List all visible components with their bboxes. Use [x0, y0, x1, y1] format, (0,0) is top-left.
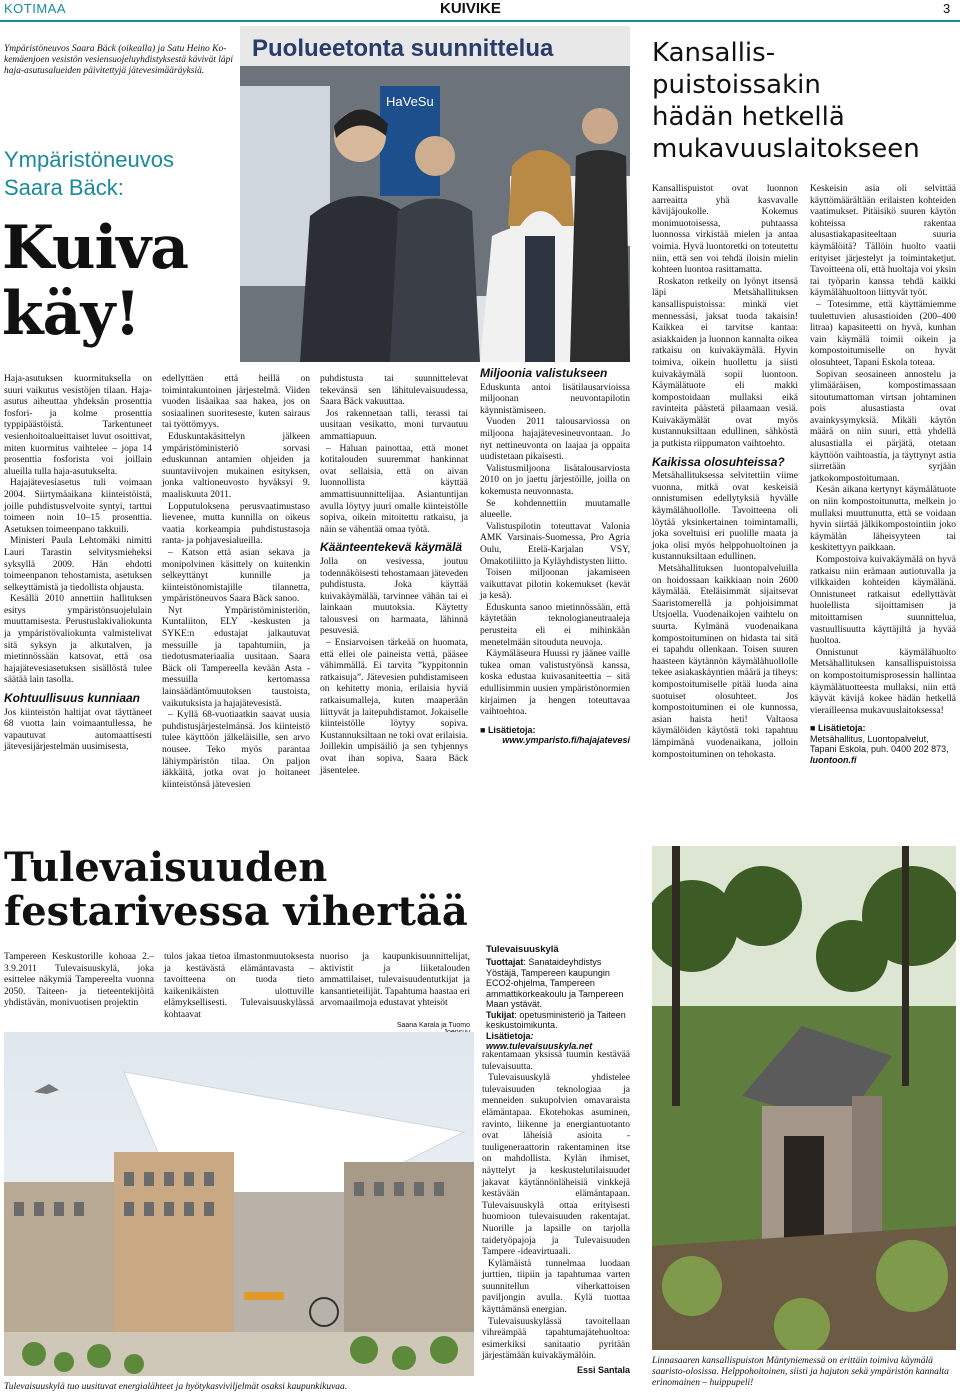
banner-text: Puolueetonta suunnittelua — [252, 35, 554, 62]
top-photo — [240, 26, 630, 362]
paragraph: Roskaton retkeily on lyönyt itsensä läpi Metsähallituksen kansallispuistoissa: minkä viet mennessäsi, jaksat tuoda takaisin! Kaikkea ei tarvitse kantaa: asiakkaiden ja luonnon kannalta oikea ratkaisu on kuivakäymälä. Hyvin toimiva, oikein huollettu ja siisti kuivakäymälä sopii luontoon. Käymälätuote eli makki kompostoidaan mullaksi eikä ravinteita päästetä pilaamaan vesiä. Kuivakäymälät ovat myös kustannuksiltaan edullinen, sähköstä ja putkista riippumaton vaihtoehto. — [652, 276, 798, 450]
paragraph: Jos rakennetaan talli, terassi tai uusitaan vesikatto, moni turvautuu ammattiapuun. — [320, 408, 468, 442]
factbox-key: Tukijat — [486, 1009, 515, 1020]
factbox-url[interactable]: : www.tulevaisuuskyla.net — [486, 1030, 593, 1051]
factbox-value: : Sanataideyhdistys Yöstäjä, Tampereen kaupungin ECO2-ohjelma, Tampereen ammattikorkeakoulu ja Tampereen Maan ystävät. — [486, 957, 624, 1009]
paragraph: Metsähallituksen luontopalveluilla on hoidossaan kaikkiaan noin 2600 käymälää. Eteläisimmät sijaitsevat Saaristomerellä ja pohjoisimmat Utsjoella. Vuodenaikojen vaihtelu on suurta. Kylmänä vuodenaikana kompostoituminen on hidasta tai sitä ei tapahdu ollenkaan. Toisen suuren haasteen käytännön käymälähuollolle tekee asiakaskäyntien määrä ja tiheys: kompostoitumiselle pitää luoda aina suotuiset olosuhteet. Jos kompostoituminen ei ole kunnossa, asian haista heti! Valtaosa käymälöiden käytöstä toki tapahtuu lämpimänä vuodenaikana, jolloin kompostoituminen on tehokasta. — [652, 564, 798, 760]
factbox-title: Tulevaisuuskylä — [486, 944, 559, 955]
paragraph: – Kyllä 68-vuotiaatkin saavat uusia puhdistusjärjestelmänsä. Jos kiinteistö tulee käyttöön jälkeläisille, sen arvo nousee. Teko myös parantaa lähiympäristön tilaa. On paljon iäkkäitä, jotka ovat jo hoitaneet kiinteistönsä jätevesien — [162, 710, 310, 790]
subheading: Miljoonia valistukseen — [480, 366, 608, 380]
info-label: Lisätietoja: — [487, 724, 536, 735]
subheading: Kohtuullisuus kunniaan — [4, 691, 141, 706]
factbox-key: Lisätietoja — [486, 1030, 531, 1041]
article2-column-a — [652, 184, 798, 761]
factbox — [486, 944, 632, 1052]
outhouse-photo-caption: Linnasaaren kansallispuiston Mäntyniemessä on erittäin toimiva käymälä saaristo-olosissa. Helppohoitoinen, siisti ja hajuton sekä ympäristön kannalta erinomainen – huippupeli! — [652, 1356, 949, 1388]
article3-lead-column3: nuoriso ja kaupunkisuunnittelijat, aktivistit ja liiketalouden ammattilaiset, tulevaisuudentutkijat ja kansantieteilijät. Tapahtuma haastaa eri arvomaailmoja edustavat yhteisöt — [320, 952, 470, 1009]
paragraph: rakentamaan yksissä tuumin kestävää tulevaisuutta. — [482, 1050, 630, 1072]
paragraph: Jolla on vesivessa, joutuu todennäköisesti tehostamaan jäteveden puhdistusta. Joka käyttää kuivakäymälää, tarvinnee vähän tai ei lainkaan muutoksia. Käytetty talousvesi on harmaata, lähinnä pesuvesiä. — [320, 556, 468, 637]
paragraph: Ministeri Paula Lehtomäki nimitti Lauri Tarastin selvitysmieheksi syksyllä 2009. Hän ehdotti toimeenpanon tehostamista, asetuksen selkeyttämistä ja tiedollista ohjausta. — [4, 536, 152, 593]
paragraph: Sopivan seosaineen annostelu ja ylimääräisen, kompostimassaan sitoutumattoman virtsan johtaminen pois alusastiasta ovat avainkysymyksiä. Mikäli käytön määrä on niin suuri, että yhdellä alusastialla ei pärjätä, otetaan käyttöön vaihtoastia, ja täyttynyt astia siirretään syrjään jatkokompostoitumaan. — [810, 369, 956, 484]
info-url[interactable]: luontoon.fi — [810, 754, 857, 765]
factbox-line — [486, 957, 632, 1010]
city-photo — [4, 1032, 474, 1376]
paragraph: Kesällä 2010 annettiin hallituksen esitys ympäristönsuojelulain muuttamisesta. Perustuslakivaliokunta ja ympäristövaliokunta valmistelivat sitä syksyn ja alkutalven, ja mietinnössään katsovat, että osa hajajätevesiasetuksen sisällöstä tulee säätää lain tasolla. — [4, 594, 152, 686]
article2-headline-line3: hädän hetkellä — [652, 102, 845, 132]
article3-body-column — [482, 1050, 630, 1377]
paragraph: Kesän aikana kertynyt käymälätuote on niin kompostoitunutta, melkein jo mullaksi muuttunutta, että se voidaan hyvin siirtää jälkikompostointiin joko käymälän läheisyyteen tai keskitettyyn paikkaan. — [810, 485, 956, 554]
article1-column3 — [320, 374, 468, 777]
info-bullet-icon: ■ — [810, 723, 818, 734]
paragraph: Jos kiinteistön haltijat ovat täyttäneet 68 vuotta lain voimaantullessa, he vapautuvat automaattisesti jätevesijärjestelmän uusimisesta, — [4, 707, 152, 753]
factbox-value: : opetusministeriö ja Taiteen keskustoimikunta. — [486, 1009, 626, 1030]
page-number: 3 — [943, 1, 951, 16]
outhouse-photo — [652, 846, 956, 1350]
paragraph: Tulevaisuuskylässä tavoitellaan vihreämpää tapahtumajätehuoltoa: esimerkiksi sanitaatio pyritään järjestämään kuivakäymälöin. — [482, 1316, 630, 1362]
paragraph: – Katson että asian sekava ja monipolvinen käsittely on kuitenkin selkeyttänyt kunnille ja kiinteistönomistajille tilannetta, ympäristöneuvos Saara Bäck sanoo. — [162, 547, 310, 605]
paragraph: – Totesimme, että käyttämiemme tuulettuvien alusastioiden (200–400 litraa) kapasiteetti on hyvä, kunhan vain käymälä toimii oikein ja kompostoitumiselle on hyvät olosuhteet, Tapani Eskola toteaa. — [810, 299, 956, 368]
subheading: Käänteentekevä käymälä — [320, 540, 463, 555]
paragraph: Nyt Ympäristöministeriön, Kuntaliiton, ELY -keskusten ja SYKE:n edustajat jalkautuvat messuille ja tapahtumiin, ja tiedotusmateriaalia uusitaan. Saara Bäck oli Tampereella kevään Asta -messuilla kertomassa lainsäädäntömuutoksen taustoista, vaikutuksista ja hajajätevesistä. — [162, 605, 310, 709]
factbox-line — [486, 1031, 632, 1052]
paragraph: Eduskunta sanoo mietinnössään, että käytetään teknologianeutraaleja perusteita eli ei mihinkään menetelmään sitouduta neuvoja. — [480, 602, 630, 648]
info-label: Lisätietoja: — [817, 723, 866, 734]
city-photo-caption: Tulevaisuuskylä tuo uusituvat energialähteet ja hyötykasviviljelmät osaksi kaupunkikuvaa. — [4, 1382, 348, 1392]
paragraph: Valistuspilotin toteuttavat Valonia AMK Varsinais-Suomessa, Pro Agria Oulu, Etelä-Karjalan VSY, Omakotiliitto ja Kyläyhdistysten liitto. — [480, 521, 630, 567]
top-photo-illustration — [240, 26, 630, 362]
info-box — [810, 723, 956, 765]
paragraph: – Ensiarvoisen tärkeää on huomata, että ellei ole paineista vettä, pääsee vähimmällä. Ei tarvita ”kyppitonnin ratkaisuja”. Jätevesien puhdistamiseen on kehitetty monia, erilaisia hyviä ratkaisumalleja, kuten maaperään liittyvät ja laitepuhdistamot. Jokaiselle kiinteistölle löytyy sopiva. Kustannuksiltaan ne toki ovat erilaisia. Joillekin umpisäiliö ja sen tyhjennys ovat ihan sopiva, Saara Bäck jäsentelee. — [320, 638, 469, 776]
subheading: Kaikissa olosuhteissa? — [652, 454, 785, 469]
paragraph: Kansallispuistot ovat luonnon aarreaitta yhä kasvavalle kävijäjoukolle. Kokemus monimuotoisessa, puhtaassa luonnossa virkistää mielen ja antaa voimia. Hyvä luontoretki on toteutettu niin, että sen voi tehdä iloisin mielin kohteen luontoa rasittamatta. — [652, 184, 798, 276]
article1-column2 — [162, 374, 310, 791]
factbox-key: Tuottajat — [486, 957, 524, 967]
article1-column4 — [480, 368, 630, 746]
article2-headline-line4: mukavuuslaitokseen — [652, 134, 920, 164]
paragraph: Valistusmiljoona lisätalousarviosta 2010 on jo jaettu järjestöille, joilla on kokemusta neuvonnasta. — [480, 463, 630, 497]
photo-credit: Saana Karala ja Tuomo — [396, 1022, 470, 1029]
info-line: Metsähallitus, Luontopalvelut, — [810, 733, 929, 744]
paragraph: Keskeisin asia oli selvittää käyttömäärältään erilaisten kohteiden vaatimukset. Pitäisikö suuren käytön kohteissa rakentaa alusastiakapasiteeltaan suuria käymälöitä? Tällöin huolto vaatii erityiset järjestelyt ja toimintaketjut. Tavoitteena oli, että huoltaja voi yksin tai työparin kanssa tehdä kaikki käymälähuoltoon liittyvät työt. — [810, 184, 956, 299]
article1-kicker-line2: Saara Bäck: — [4, 175, 124, 200]
article3-headline-line1: Tulevaisuuden — [4, 844, 328, 891]
paragraph: edellyttäen että heillä on toimintakuntoinen järjestelmä. Viiden vuoden lisäaikaa saa hakea, jos on sosiaalinen suoriteseste, kuten sairaus tai työttömyys. — [162, 374, 310, 431]
article3-headline-line2: festarivessa vihertää — [4, 888, 468, 935]
article1-column1 — [4, 374, 152, 754]
paragraph: Vuoden 2011 talousarviossa on miljoona hajajätevesineuvontaan. Jo nyt nettineuvonta on laajaa ja oppaita uudistetaan pikaisesti. — [480, 417, 630, 463]
article1-headline-line1: Kuiva — [2, 213, 188, 283]
outhouse-photo-illustration — [652, 846, 956, 1350]
paragraph: Eduskunta antoi lisätilausarvioissa miljoonan neuvontapilotin käynnistämiseen. — [480, 382, 630, 416]
page-tag: KUIVIKE — [440, 0, 501, 17]
city-photo-illustration — [4, 1032, 474, 1376]
paragraph: Se kohdennettiin muutamalle alueelle. — [480, 498, 630, 521]
paragraph: Eduskuntakäsittelyn jälkeen ympäristöministeriö sorvasi eduskunnan antamien ohjeiden ja suuntaviivojen mukainen esityksen, jonka valtioneuvosto hyväksyi 9. maaliskuuta 2011. — [162, 431, 310, 500]
article3-author: Essi Santala — [576, 1365, 630, 1376]
info-url[interactable]: www.ymparisto.fi/hajajatevesi — [502, 735, 630, 746]
paragraph: Kompostoiva kuivakäymälä on hyvä ratkaisu niin erämaan autiotuvalla ja vilkkaiden kohteiden käymälänä. Onnistuneet ratkaisut edellyttävät huolellista sijoittamisen ja mitoittamisen suunnittelua, vastuullisuutta käyttäjiltä ja hyvää huoltoa. — [810, 555, 956, 647]
article2-headline-line2: puistoissakin — [652, 70, 821, 100]
factbox-line — [486, 1010, 632, 1031]
article2-column-b — [810, 184, 956, 765]
paragraph: Tulevaisuuskylä yhdistelee tulevaisuuden teknologiaa ja menneiden sukupolvien omavaraista elämäntapaa. Ekotehokas asuminen, ravinto, liikenne ja energiantuotanto ovat läheisiä asioita - tuuligeneraattorin rakentaminen itse on mahdollista. Kylän ihmiset, näyttelyt ja keskustelutilaisuudet jakavat käytännönläheisiä vinkkejä kestävään elämäntapaan. Tulevaisuuskylä ottaa erityisesti huomioon tulevaisuuden rakentajat. Nuorille ja lapsille on tarjolla taidetyöpajoja ja Tulevaisuuden Tampere -ideavirtuaali. — [482, 1073, 630, 1258]
paragraph: Onnistunut käymälähuolto Metsähallituksen kansallispuistoissa on kompostoitumisprosessin hallintaa käymälätuotteesta mullaksi, niin että käyvät kävijä kokee hädän hetkellä vierailleensa mukavuuslaitoksessa! — [810, 647, 956, 716]
paragraph: Hajajätevesiasetus tuli voimaan 2004. Siirtymäaikana kiinteistöistä, joille puhdistusvelvoite syntyi, tarttui toimeen noin 10–15 prosenttia. Asetuksen toimeenpano takkuili. — [4, 478, 152, 535]
article3-lead-column2: tulos jakaa tietoa ilmastonmuutoksesta ja kestävästä elämäntavasta – tavoitteena on tuoda tieto kaikenikäisten ulottuville elämyksellisesti. Tulevaisuuskylässä kohtaavat — [164, 952, 314, 1020]
info-line: Tapani Eskola, puh. 0400 202 873, — [810, 744, 949, 755]
paragraph: puhdistusta tai suunnittelevat tekevänsä sen lähitulevaisuudessa, Saara Bäck vakuuttaa. — [320, 374, 468, 408]
paragraph: Toisen miljoonan jakamiseen vaikuttavat pilotin kokemukset (kevät ja kesä). — [480, 568, 630, 602]
section-name: KOTIMAA — [4, 1, 67, 16]
sign-text: HaVeSu — [386, 94, 434, 109]
paragraph: Haja-asutuksen kuormituksella on suuri vaikutus vesistöjen tilaan. Haja-asutus aiheuttaa yhdeksän prosenttia fosfori- ja kolme prosenttia typpipäästöistä. Tarkentuneet vesienhoitoalueittaiset luvut osoittivat, miten kuormitus vaihtelee – jopa 14 prosenttia fosforista voi joillain alueilla tulla haja-asutukselta. — [4, 374, 152, 477]
article2-headline-line1: Kansallis- — [652, 38, 776, 68]
article1-kicker-line1: Ympäristöneuvos — [4, 147, 174, 172]
info-bullet-icon: ■ — [480, 724, 488, 735]
paragraph: Käymäläseura Huussi ry jäänee vaille tukea oman valistustyönsä kanssa, koska edustaa kuivasaniteettia – sitä edullisimmin uusien ympäristönormien kirjaimen ja hengen toteuttavaa vaihtoehtoa. — [480, 649, 630, 718]
article3-lead-column1: Tampereen Keskustorille kohoaa 2.–3.9.2011 Tulevaisuuskylä, joka esittelee näkymiä Tampereelta vuonna 2050. Taiteen- ja tieteentekijöitä yhdistävän, monivuotisen projektin — [4, 952, 154, 1009]
article1-headline-line2: käy! — [2, 279, 140, 349]
paragraph: Kylämäistä tunnelmaa luodaan jurttien, tiipiin ja tapahtumaa varten suunnitellun viherkattoisen paviljongin avulla. Kylä tuottaa käyttämänsä energian. — [482, 1258, 630, 1316]
paragraph: Lopputuloksena perusvaatimustaso lievenee, mutta kunnilla on oikeus vaatia korkeampia puhdistustasoja ranta- ja pohjavesialueilla. — [162, 501, 310, 547]
top-photo-caption: Ympäristöneuvos Saara Bäck (oikealla) ja Satu Heino Kokemäenjoen vesistön vesiensuojeluyhdistyksestä kävivät läpi haja-asutusalueiden päivitettyjä jätevesimääräyksiä. — [4, 44, 233, 76]
paragraph: Metsähallituksessa selvitettiin viime vuonna, mitkä ovat keskeisiä onnistumisen edellytyksiä hyvälle käymälähuollolle. Tavoitteena oli löytää yksinkertainen toimintamalli, joka soveltuisi eri puolille maata ja joka olisi myös helppohuoltoinen ja kustannuksiltaan edullinen. — [652, 471, 798, 563]
paragraph: – Haluan painottaa, että monet kotitalouden suuremmat hankinnat ovat sellaisia, että on aivan luonnollista käyttää ammattisuunnittelijaa. Asiantuntijan avulla löytyy juuri omalle kiinteistölle sopiva, oikein mitoitettu ratkaisu, ja näin se vähentää omaa työtä. — [320, 443, 468, 535]
info-box — [480, 725, 630, 746]
